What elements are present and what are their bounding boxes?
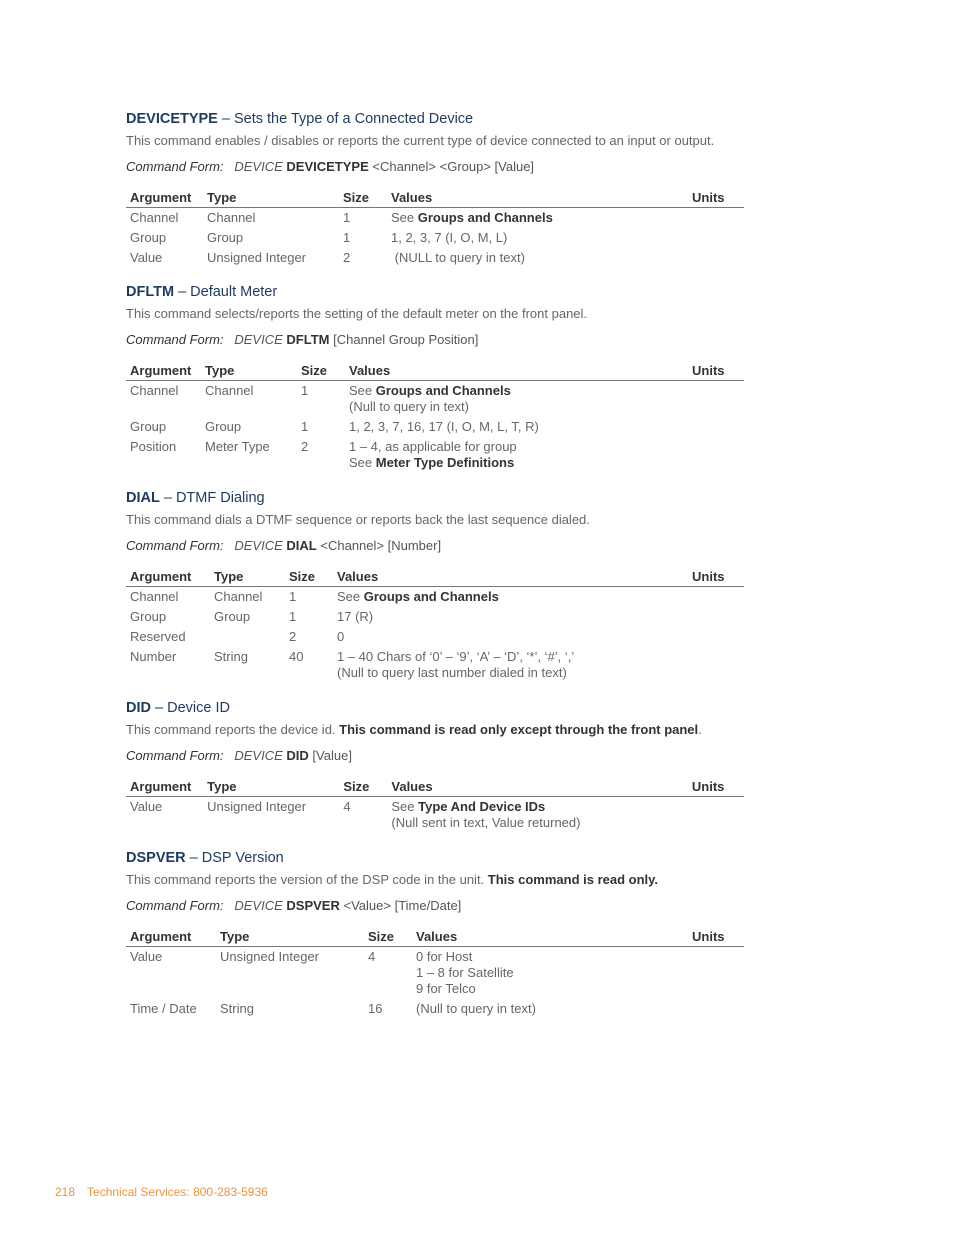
section-description: This command reports the device id. This command is read only except through the front panel. [126,722,702,737]
table-header-row: Argument Type Size Values Units [126,929,744,947]
table-row: Value Unsigned Integer 4 0 for Host 1 – 8 for Satellite 9 for Telco [130,949,514,996]
section-dfltm [126,283,746,473]
table-row: Group Group 1 1, 2, 3, 7, 16, 17 (I, O, M, L, T, R) [130,419,539,434]
command-form: Command Form: DEVICE DFLTM [Channel Group Position] [126,332,479,347]
argument-table [126,779,744,833]
section-description: This command reports the version of the DSP code in the unit. This command is read only. [126,872,659,887]
footer-text: Technical Services: 800-283-5936 [87,1185,268,1199]
table-row: Channel Channel 1 See Groups and Channels [130,210,553,225]
section-dial [126,489,746,683]
section-description: This command enables / disables or reports the current type of device connected to an input or output. [126,133,715,148]
section-dspver [126,849,746,1019]
table-row: Reserved 2 0 [130,629,345,644]
section-heading: DEVICETYPE – Sets the Type of a Connected Device [126,111,474,127]
table-header-row: Argument Type Size Values Units [126,569,744,587]
section-heading: DIAL – DTMF Dialing [126,490,265,506]
table-row: Value Unsigned Integer 4 See Type And Device IDs (Null sent in text, Value returned) [130,799,581,830]
table-header-row: Argument Type Size Values Units [126,363,744,381]
table-row: Group Group 1 17 (R) [130,609,374,624]
page-footer [55,1185,280,1199]
table-row: Position Meter Type 2 1 – 4, as applicable for group See Meter Type Definitions [130,439,517,470]
page-number: 218 [55,1185,76,1199]
command-form: Command Form: DEVICE DEVICETYPE <Channel> <Group> [Value] [126,159,535,174]
table-row: Number String 40 1 – 40 Chars of ‘0’ – ‘9’, ‘A’ – ‘D’, ‘*’, ‘#’, ‘,’ (Null to query last number dialed in text) [130,649,575,680]
table-header-row: Argument Type Size Values Units [126,190,744,208]
section-devicetype [126,110,746,268]
command-form: Command Form: DEVICE DID [Value] [126,748,352,763]
section-heading: DSPVER – DSP Version [126,850,284,866]
section-description: This command selects/reports the setting of the default meter on the front panel. [126,306,588,321]
command-form: Command Form: DEVICE DSPVER <Value> [Time/Date] [126,898,462,913]
argument-table [126,929,744,1019]
table-row: Value Unsigned Integer 2 (NULL to query in text) [130,250,525,265]
table-row: Channel Channel 1 See Groups and Channels (Null to query in text) [130,383,511,414]
argument-table [126,363,744,473]
command-form: Command Form: DEVICE DIAL <Channel> [Number] [126,538,442,553]
table-header-row: Argument Type Size Values Units [126,779,744,797]
table-row: Channel Channel 1 See Groups and Channels [130,589,499,604]
table-row: Group Group 1 1, 2, 3, 7 (I, O, M, L) [130,230,508,245]
argument-table [126,569,744,683]
section-did [126,699,746,833]
argument-table [126,190,744,268]
section-heading: DID – Device ID [126,700,230,716]
section-heading: DFLTM – Default Meter [126,284,278,300]
table-row: Time / Date String 16 (Null to query in text) [130,1001,536,1016]
section-description: This command dials a DTMF sequence or reports back the last sequence dialed. [126,512,590,527]
